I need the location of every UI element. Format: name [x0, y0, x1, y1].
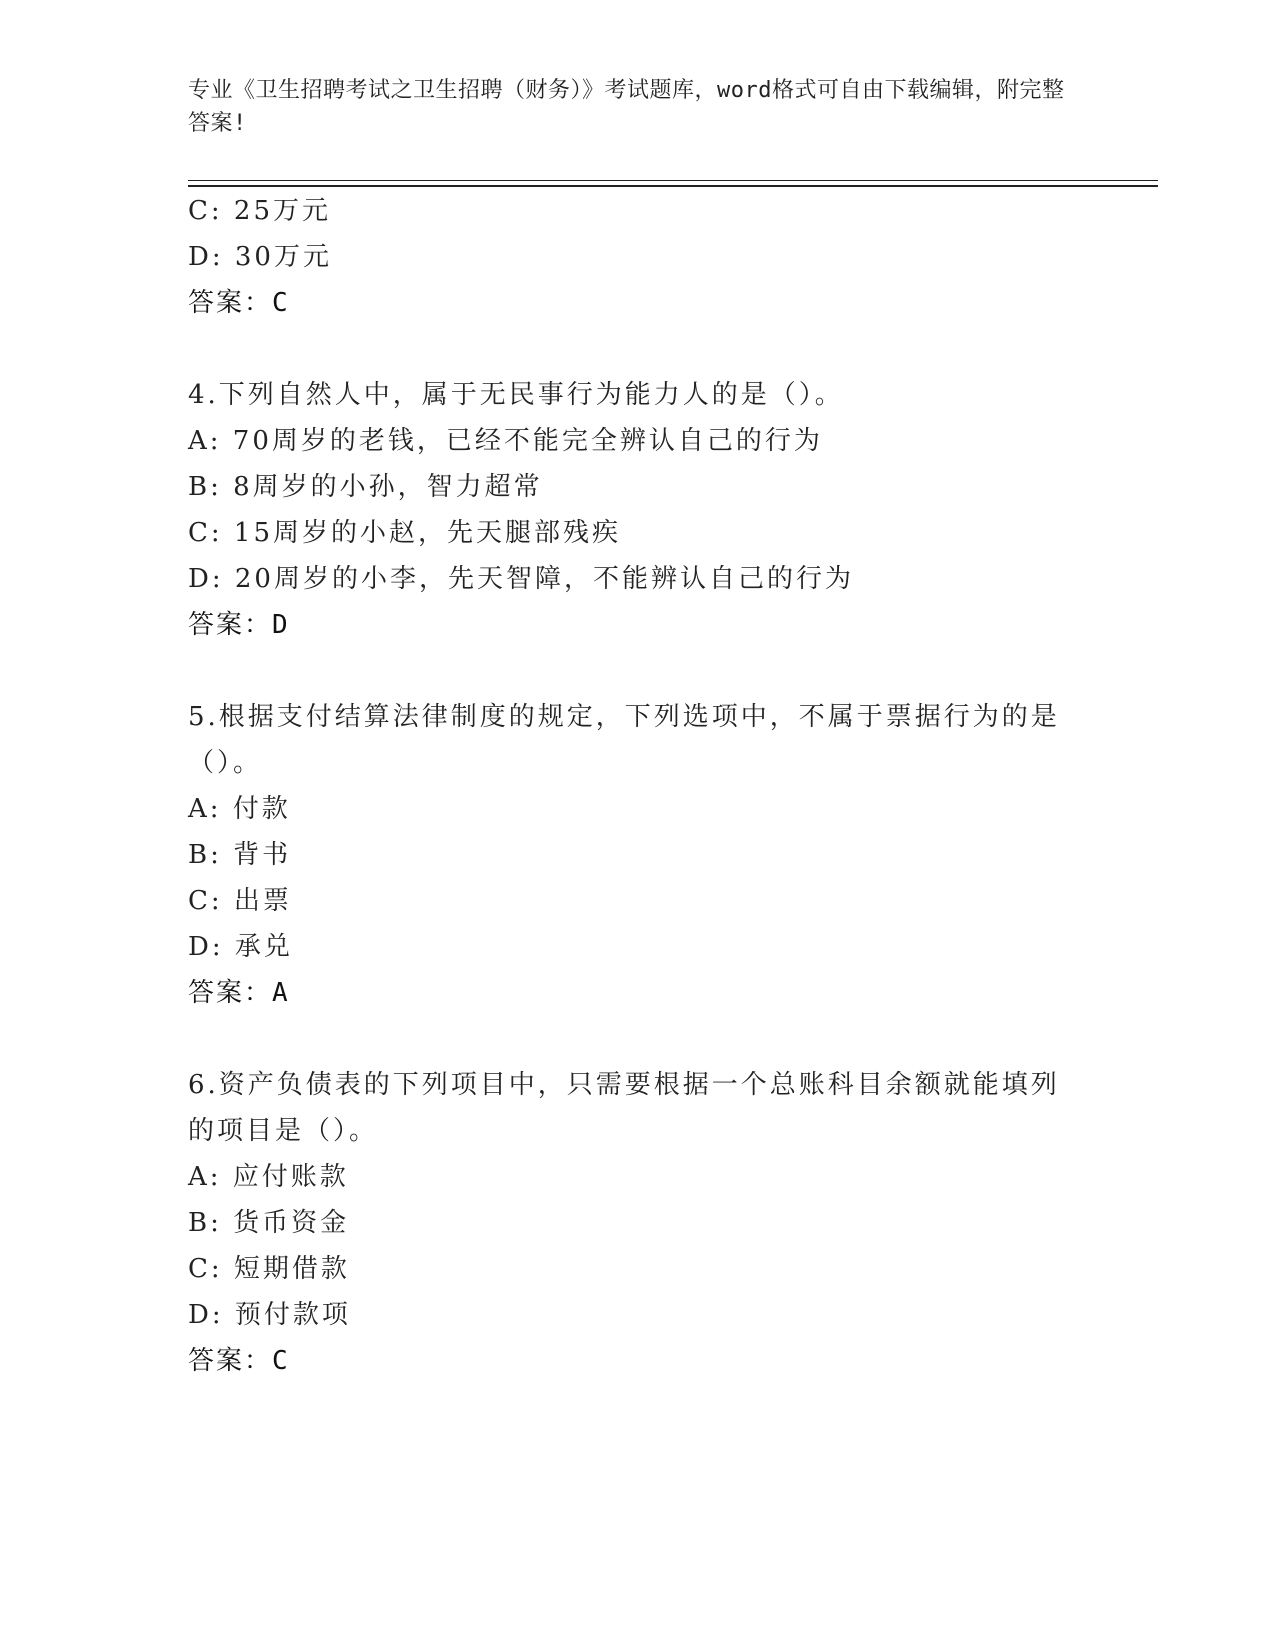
option-d: D: 承兑: [188, 932, 293, 962]
answer-label: 答案：: [188, 1346, 273, 1376]
answer-label: 答案：: [188, 610, 273, 640]
answer-line: [188, 970, 1088, 1016]
option-b: B: 背书: [188, 840, 292, 870]
option-b: B: 8周岁的小孙，智力超常: [188, 472, 543, 502]
option-b: B: 货币资金: [188, 1208, 350, 1238]
question-stem: 4.下列自然人中，属于无民事行为能力人的是（）。: [188, 380, 844, 410]
option-a: A: 付款: [188, 794, 291, 824]
option-a: A: 应付账款: [188, 1162, 349, 1192]
option-a: A: 70周岁的老钱，已经不能完全辨认自己的行为: [188, 426, 823, 456]
option-d: D: 30万元: [188, 242, 332, 272]
option-d: D: 预付款项: [188, 1300, 351, 1330]
answer-value: D: [272, 610, 290, 640]
question-list: [188, 188, 1088, 1384]
option-c: C: 出票: [188, 886, 292, 916]
option-d: D: 20周岁的小李，先天智障，不能辨认自己的行为: [188, 564, 854, 594]
spacer: [188, 1016, 1088, 1062]
partial-question: [188, 188, 1088, 326]
question-stem: 6.资产负债表的下列项目中，只需要根据一个总账科目余额就能填列的项目是（）。: [188, 1070, 1060, 1146]
header-text: 专业《卫生招聘考试之卫生招聘（财务）》考试题库，word格式可自由下载编辑，附完整答案!: [188, 78, 1065, 136]
question-6: [188, 1062, 1088, 1384]
question-stem: 5.根据支付结算法律制度的规定，下列选项中，不属于票据行为的是（）。: [188, 702, 1060, 778]
question-5: [188, 694, 1088, 1016]
answer-line: [188, 1338, 1088, 1384]
spacer: [188, 648, 1088, 694]
answer-line: [188, 280, 1088, 326]
answer-label: 答案：: [188, 978, 273, 1008]
header-divider-top: [188, 180, 1158, 181]
document-header: [188, 74, 1068, 140]
option-c: C: 25万元: [188, 196, 332, 226]
option-c: C: 15周岁的小赵，先天腿部残疾: [188, 518, 622, 548]
answer-line: [188, 602, 1088, 648]
answer-value: C: [272, 288, 290, 318]
answer-label: 答案：: [188, 288, 273, 318]
option-c: C: 短期借款: [188, 1254, 350, 1284]
question-4: [188, 372, 1088, 648]
answer-value: C: [272, 1346, 290, 1376]
header-divider-bottom: [188, 185, 1158, 187]
spacer: [188, 326, 1088, 372]
answer-value: A: [272, 978, 290, 1008]
